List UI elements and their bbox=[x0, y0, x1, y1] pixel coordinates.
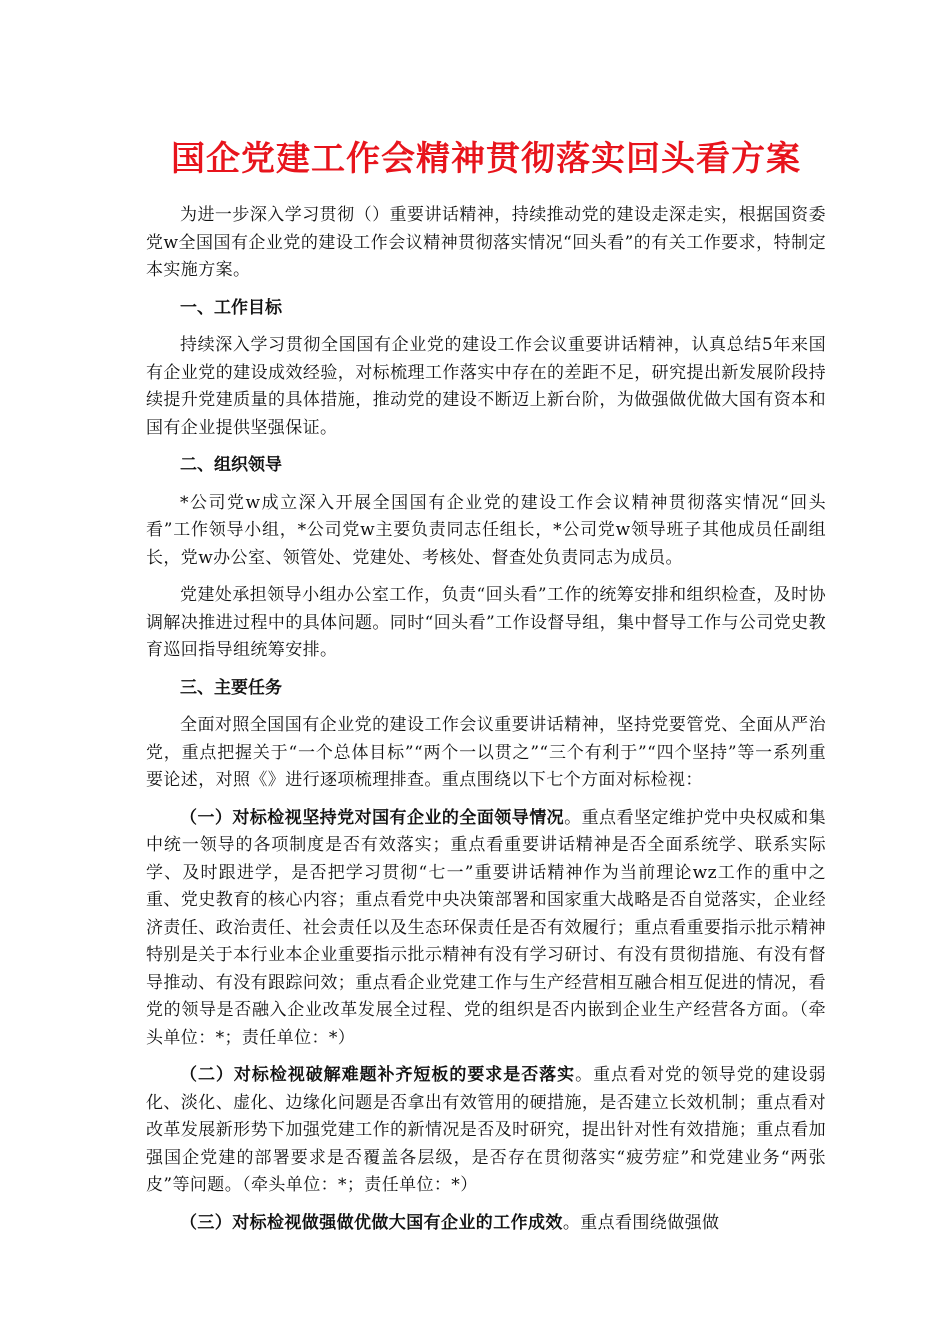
tasks-paragraph: 全面对照全国国有企业党的建设工作会议重要讲话精神，坚持党要管党、全面从严治党，重点把握关于“一个总体目标”“两个一以贯之”“三个有利于”“四个坚持”等一系列重要论述，对照《》进行逐项梳理排查。重点围绕以下七个方面对标检视： bbox=[146, 715, 826, 790]
section-heading-leadership: 二、组织领导 bbox=[180, 455, 282, 475]
intro-paragraph: 为进一步深入学习贯彻（）重要讲话精神，持续推动党的建设走深走实，根据国资委党w全国国有企业党的建设工作会议精神贯彻落实情况“回头看”的有关工作要求，特制定本实施方案。 bbox=[146, 205, 826, 280]
goals-paragraph: 持续深入学习贯彻全国国有企业党的建设工作会议重要讲话精神，认真总结5年来国有企业党的建设成效经验，对标梳理工作落实中存在的差距不足，研究提出新发展阶段持续提升党建质量的具体措施，推动党的建设不断迈上新台阶，为做强做优做大国有资本和国有企业提供坚强保证。 bbox=[146, 335, 826, 438]
task-item-1 bbox=[146, 805, 826, 1053]
task-item-2-lead: （二）对标检视破解难题补齐短板的要求是否落实 bbox=[180, 1065, 576, 1085]
task-item-3 bbox=[146, 1210, 826, 1238]
task-item-2-body: 。重点看对党的领导党的建设弱化、淡化、虚化、边缘化问题是否拿出有效管用的硬措施，是否建立长效机制；重点看对改革发展新形势下加强党建工作的新情况是否及时研究，提出针对性有效措施；重点看加强国企党建的部署要求是否覆盖各层级，是否存在贯彻落实“疲劳症”和党建业务“两张皮”等问题。（牵头单位：*；责任单位：*） bbox=[146, 1065, 826, 1195]
task-item-3-body: 。重点看围绕做强做 bbox=[562, 1212, 720, 1233]
task-item-1-lead: （一）对标检视坚持党对国有企业的全面领导情况 bbox=[180, 807, 565, 828]
document-title: 国企党建工作会精神贯彻落实回头看方案 bbox=[171, 139, 801, 179]
section-heading-goals: 一、工作目标 bbox=[180, 297, 282, 318]
section-heading-tasks: 三、主要任务 bbox=[180, 677, 282, 698]
task-item-2 bbox=[146, 1062, 826, 1200]
leadership-paragraph-1: *公司党w成立深入开展全国国有企业党的建设工作会议精神贯彻落实情况“回头看”工作领导小组，*公司党w主要负责同志任组长，*公司党w领导班子其他成员任副组长，党w办公室、领管处、党建处、考核处、督查处负责同志为成员。 bbox=[146, 492, 826, 568]
task-item-3-lead: （三）对标检视做强做优做大国有企业的工作成效 bbox=[180, 1212, 563, 1233]
task-item-1-body: 。重点看坚定维护党中央权威和集中统一领导的各项制度是否有效落实；重点看重要讲话精神是否全面系统学、联系实际学、及时跟进学，是否把学习贯彻“七一”重要讲话精神作为当前理论wz工作的重中之重、党史教育的核心内容；重点看党中央决策部署和国家重大战略是否自觉落实，企业经济责任、政治责任、社会责任以及生态环保责任是否有效履行；重点看重要指示批示精神特别是关于本行业本企业重要指示批示精神有没有学习研讨、有没有贯彻措施、有没有督导推动、有没有跟踪问效；重点看企业党建工作与生产经营相互融合相互促进的情况，看党的领导是否融入企业改革发展全过程、党的组织是否内嵌到企业生产经营各方面。（牵头单位：*；责任单位：*） bbox=[146, 807, 826, 1048]
leadership-paragraph-2: 党建处承担领导小组办公室工作，负责“回头看”工作的统筹安排和组织检查，及时协调解决推进过程中的具体问题。同时“回头看”工作设督导组，集中督导工作与公司党史教育巡回指导组统筹安排。 bbox=[146, 585, 826, 660]
document-page bbox=[146, 130, 826, 1237]
